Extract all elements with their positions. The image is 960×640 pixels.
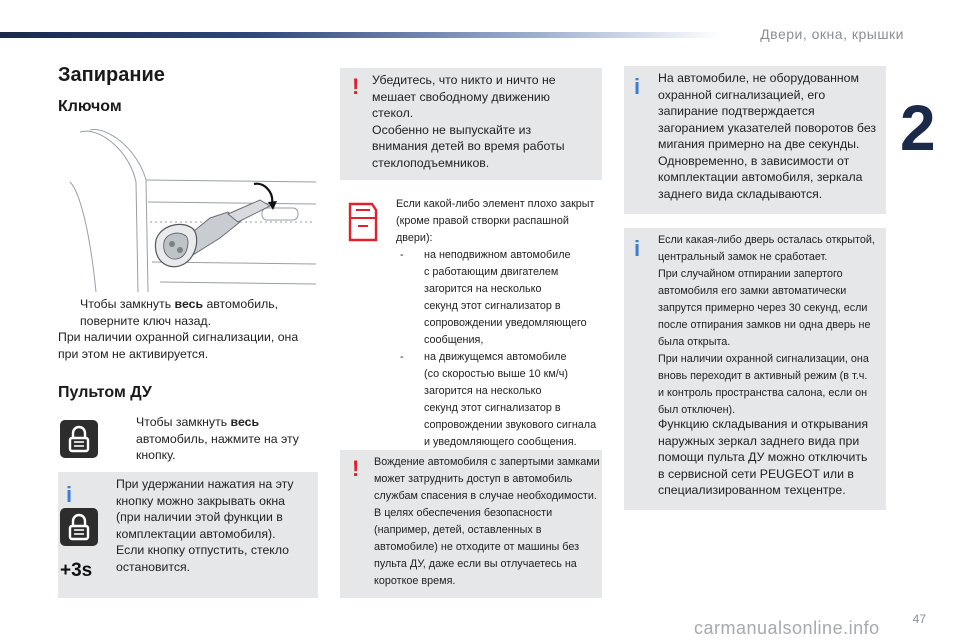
- mirror-folding-info-text: Функцию складывания и открывания наружных зеркал заднего вида при помощи пульта ДУ можно отключить в сервисной сети PEUGEOT или в специализированном техцентре.: [658, 417, 868, 497]
- door-alert-text: Если какой-либо элемент плохо закрыт (кроме правой створки распашной двери): - на неподвижном автомобиле с работающим двигателем загорится на несколько секунд этот сигнализатор в сопровождении уведомляющего сообщения, - на движущемся автомобиле (со скоростью выше 10 км/ч) загорится на несколько секунд этот сигнализатор в сопровождении звукового сигнала и уведомляющего сообщения.: [396, 196, 602, 451]
- key-in-lock-illustration: [60, 122, 318, 294]
- chapter-color-bar: [0, 32, 720, 38]
- alert-item: - на движущемся автомобиле (со скоростью выше 10 км/ч) загорится на несколько секунд этот сигнализатор в сопровождении звукового сигнала и уведомляющего сообщения.: [400, 351, 597, 448]
- door-open-alert-icon: [346, 200, 380, 244]
- key-instruction: Чтобы замкнуть весь автомобиль, поверните ключ назад. При наличии охранной сигнализации, она при этом не активируется.: [58, 297, 299, 361]
- section-title: Запирание: [58, 64, 165, 86]
- bullet-icon: [114, 414, 136, 464]
- page-number: 47: [912, 612, 926, 626]
- info-icon: i: [634, 74, 641, 99]
- remote-subtitle: Пультом ДУ: [58, 384, 152, 401]
- bullet-icon: [58, 296, 80, 329]
- turn-signal-info-box: [624, 66, 886, 214]
- lock-button-icon: [60, 420, 98, 458]
- alert-item: - на неподвижном автомобиле с работающим двигателем загорится на несколько секунд этот сигнализатор в сопровождении уведомляющего сообщения,: [400, 249, 587, 346]
- remote-info-box: [58, 472, 318, 598]
- central-lock-info-text: Если какая-либо дверь осталась открытой, центральный замок не сработает. При случайном отпирании запертого автомобиля его замки автоматически запрутся примерно через 30 секунд, если после отпирания замков ни одна дверь не была открыта. При наличии охранной сигнализации, она вновь переходит в активный режим (в т.ч. и контроль пространства салона, если он был отключен).: [658, 234, 875, 416]
- remote-instruction: Чтобы замкнуть весь автомобиль, нажмите на эту кнопку.: [114, 414, 314, 464]
- windows-warning-box: [340, 68, 602, 180]
- remote-info-text: При удержании нажатия на эту кнопку можно закрывать окна (при наличии этой функции в комплектации автомобиля). Если кнопку отпустить, стекло остановится.: [116, 477, 294, 574]
- warning-icon: !: [352, 456, 360, 481]
- hold-3s-label: +3s: [60, 560, 93, 581]
- watermark: carmanualsonline.info: [694, 618, 880, 638]
- info-icon: i: [66, 482, 73, 507]
- key-subtitle: Ключом: [58, 98, 122, 115]
- info-icon: i: [634, 236, 641, 261]
- chapter-title: Двери, окна, крышки: [760, 26, 904, 42]
- locked-driving-warning-text: Вождение автомобиля с запертыми замками может затруднить доступ в автомобиль службам спасения в случае необходимости. В целях обеспечения безопасности (например, детей, оставленных в автомобиле) не отходите от машины без пульта ДУ, даже если вы отлучаетесь на короткое время.: [374, 456, 600, 587]
- windows-warning-text: Убедитесь, что никто и ничто не мешает свободному движению стекол. Особенно не выпускайте из внимания детей во время работы стеклоподъемников.: [372, 73, 565, 170]
- warning-icon: !: [352, 74, 360, 99]
- locked-driving-warning-box: [340, 450, 602, 598]
- central-lock-info-box: [624, 228, 886, 510]
- chapter-number: 2: [900, 92, 936, 164]
- lock-button-icon: [60, 508, 98, 546]
- turn-signal-info-text: На автомобиле, не оборудованном охранной сигнализацией, его запирание подтверждается загоранием указателей поворотов без мигания примерно на две секунды. Одновременно, в зависимости от комплектации автомобиля, зеркала заднего вида складываются.: [658, 71, 877, 201]
